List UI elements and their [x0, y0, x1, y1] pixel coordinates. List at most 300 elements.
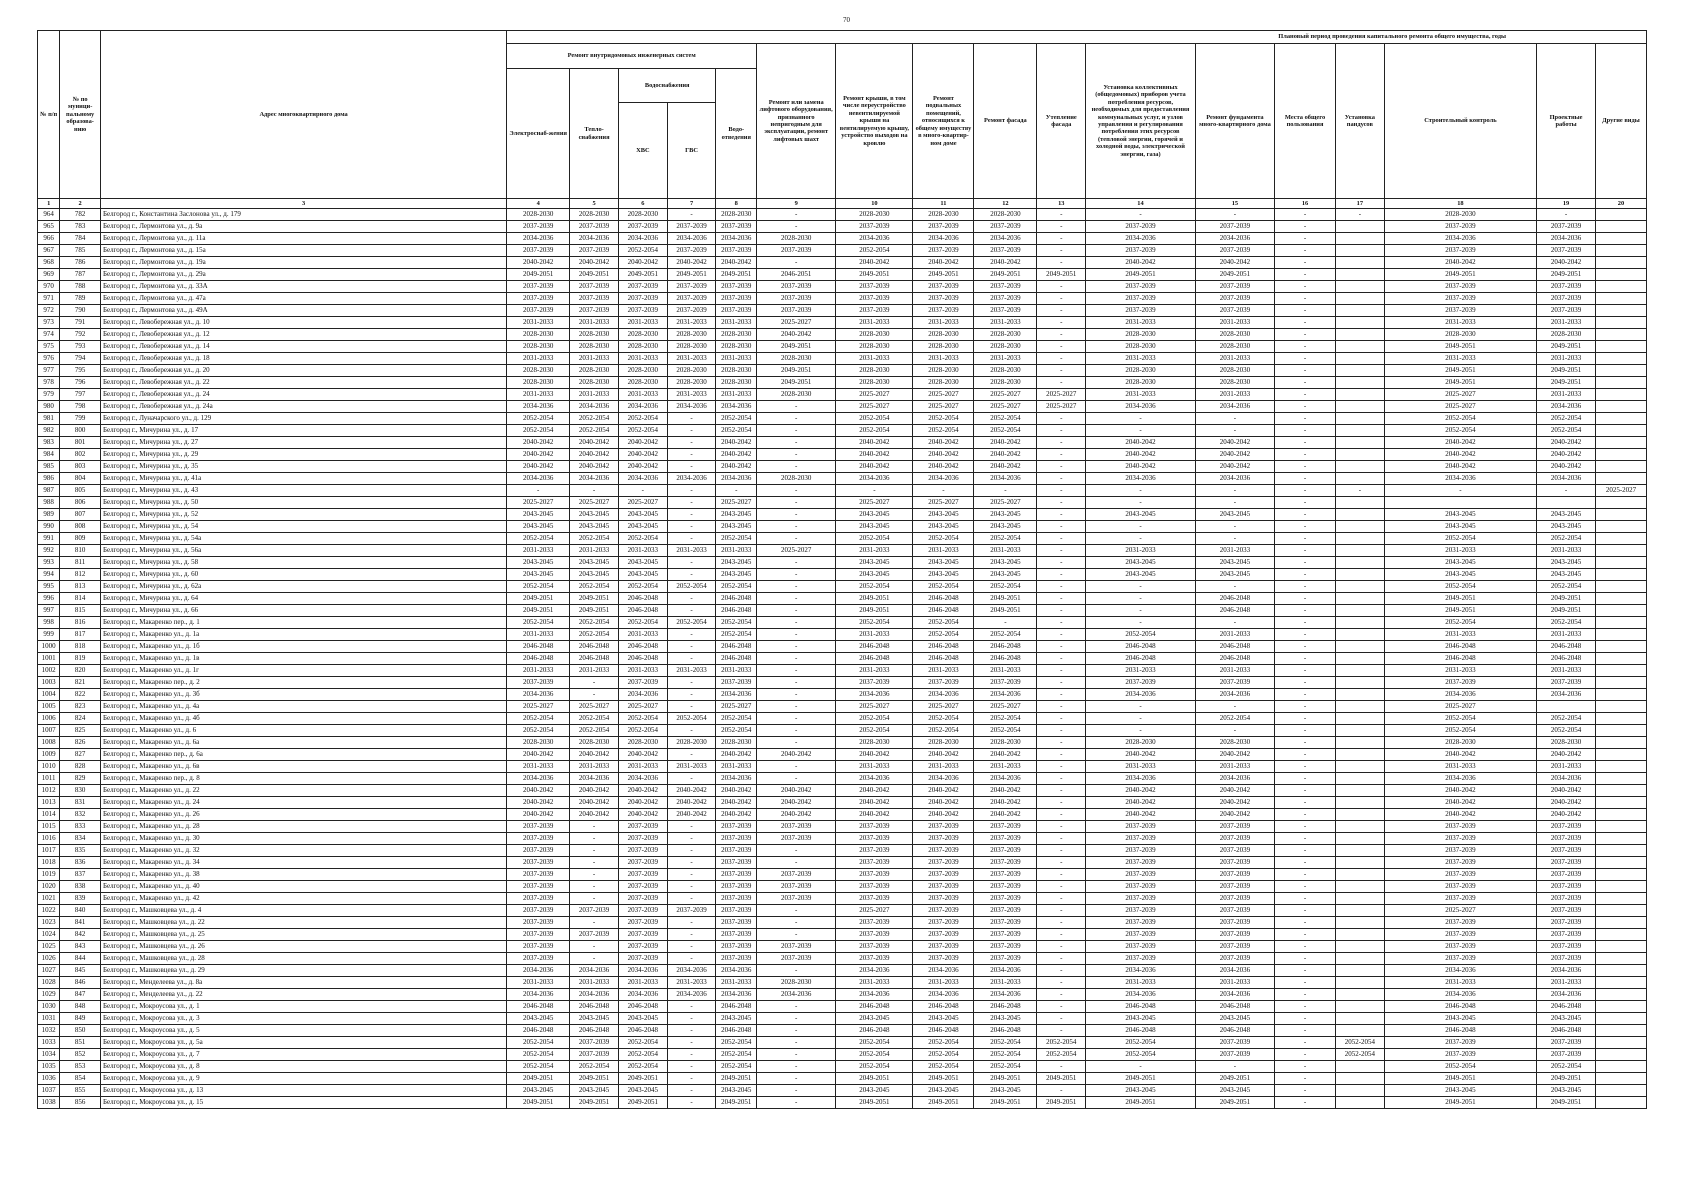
period-cell: 2031-2033: [1195, 761, 1274, 773]
period-cell: 2037-2039: [1195, 929, 1274, 941]
period-cell: [1335, 533, 1384, 545]
period-cell: 2046-2048: [570, 1025, 619, 1037]
period-cell: -: [757, 1073, 836, 1085]
period-cell: [1595, 509, 1646, 521]
period-cell: 2037-2039: [716, 833, 757, 845]
period-cell: 2037-2039: [716, 953, 757, 965]
period-cell: 2025-2027: [1037, 401, 1086, 413]
table-row: [38, 617, 1647, 629]
period-cell: 2037-2039: [1537, 941, 1596, 953]
period-cell: 2028-2030: [836, 341, 913, 353]
period-cell: 2037-2039: [1537, 929, 1596, 941]
table-row: [38, 593, 1647, 605]
period-cell: 2031-2033: [1195, 977, 1274, 989]
index-cell: 810: [60, 545, 101, 557]
period-cell: 2037-2039: [1195, 845, 1274, 857]
period-cell: -: [1037, 557, 1086, 569]
period-cell: 2040-2042: [1086, 461, 1196, 473]
index-cell: 796: [60, 377, 101, 389]
address-cell: Белгород г., Макаренко ул., д. 30: [100, 833, 506, 845]
period-cell: -: [667, 557, 716, 569]
period-cell: [1595, 413, 1646, 425]
period-cell: 2031-2033: [974, 665, 1037, 677]
period-cell: 2040-2042: [507, 785, 570, 797]
period-cell: 2037-2039: [757, 893, 836, 905]
period-cell: 2025-2027: [1384, 905, 1536, 917]
period-cell: 2028-2030: [913, 341, 974, 353]
period-cell: 2031-2033: [618, 629, 667, 641]
period-cell: 2046-2048: [913, 1001, 974, 1013]
period-cell: [1335, 341, 1384, 353]
period-cell: 2043-2045: [1384, 521, 1536, 533]
period-cell: 2037-2039: [716, 869, 757, 881]
period-cell: 2034-2036: [836, 989, 913, 1001]
period-cell: 2043-2045: [618, 509, 667, 521]
period-cell: 2037-2039: [836, 917, 913, 929]
index-cell: 975: [38, 341, 60, 353]
period-cell: 2052-2054: [836, 1061, 913, 1073]
address-cell: Белгород г., Мичурина ул., д. 60: [100, 569, 506, 581]
period-cell: -: [1037, 701, 1086, 713]
period-cell: 2037-2039: [1195, 821, 1274, 833]
period-cell: 2037-2039: [570, 293, 619, 305]
period-cell: 2028-2030: [1384, 737, 1536, 749]
period-cell: -: [1037, 425, 1086, 437]
period-cell: 2043-2045: [570, 569, 619, 581]
table-row: [38, 1061, 1647, 1073]
period-cell: 2031-2033: [836, 977, 913, 989]
header-basement: Ремонт подвальных помещений, относящихся к общему имуществу в много-квартир-ном доме: [913, 44, 974, 199]
period-cell: 2040-2042: [507, 809, 570, 821]
address-cell: Белгород г., Мичурина ул., д. 52: [100, 509, 506, 521]
period-cell: 2052-2054: [570, 425, 619, 437]
period-cell: 2052-2054: [1537, 425, 1596, 437]
period-cell: 2043-2045: [836, 557, 913, 569]
period-cell: -: [1275, 989, 1336, 1001]
period-cell: 2034-2036: [836, 773, 913, 785]
period-cell: 2037-2039: [1195, 869, 1274, 881]
period-cell: [1595, 881, 1646, 893]
period-cell: -: [1086, 701, 1196, 713]
index-cell: 1005: [38, 701, 60, 713]
period-cell: [1335, 917, 1384, 929]
period-cell: [1335, 797, 1384, 809]
period-cell: 2040-2042: [1195, 809, 1274, 821]
period-cell: 2052-2054: [836, 725, 913, 737]
period-cell: [1335, 641, 1384, 653]
period-cell: -: [1275, 1049, 1336, 1061]
index-cell: 970: [38, 281, 60, 293]
period-cell: 2043-2045: [1384, 1085, 1536, 1097]
period-cell: 2049-2051: [1037, 269, 1086, 281]
period-cell: 2037-2039: [1086, 845, 1196, 857]
period-cell: 2034-2036: [836, 689, 913, 701]
table-row: [38, 881, 1647, 893]
period-cell: 2037-2039: [618, 281, 667, 293]
period-cell: 2037-2039: [1384, 305, 1536, 317]
period-cell: [1595, 929, 1646, 941]
period-cell: -: [757, 413, 836, 425]
period-cell: 2052-2054: [570, 533, 619, 545]
period-cell: [1595, 449, 1646, 461]
period-cell: 2052-2054: [570, 581, 619, 593]
period-cell: 2052-2054: [1037, 1049, 1086, 1061]
period-cell: 2052-2054: [1384, 725, 1536, 737]
period-cell: 2034-2036: [618, 965, 667, 977]
period-cell: 2031-2033: [1537, 665, 1596, 677]
period-cell: -: [1275, 389, 1336, 401]
column-number: 18: [1384, 199, 1536, 209]
period-cell: 2040-2042: [507, 257, 570, 269]
period-cell: 2037-2039: [757, 281, 836, 293]
period-cell: 2031-2033: [716, 665, 757, 677]
address-cell: Белгород г., Мокроусова ул., д. 15: [100, 1097, 506, 1109]
period-cell: 2046-2048: [716, 641, 757, 653]
period-cell: 2031-2033: [1195, 353, 1274, 365]
period-cell: -: [1037, 1085, 1086, 1097]
period-cell: 2031-2033: [570, 389, 619, 401]
index-cell: 978: [38, 377, 60, 389]
period-cell: [1335, 749, 1384, 761]
period-cell: -: [1037, 209, 1086, 221]
period-cell: -: [1037, 329, 1086, 341]
period-cell: [1335, 233, 1384, 245]
table-row: [38, 821, 1647, 833]
period-cell: 2037-2039: [1384, 221, 1536, 233]
period-cell: 2040-2042: [913, 257, 974, 269]
period-cell: 2046-2048: [716, 1001, 757, 1013]
period-cell: -: [667, 425, 716, 437]
period-cell: 2043-2045: [570, 1013, 619, 1025]
period-cell: [1335, 977, 1384, 989]
period-cell: -: [974, 485, 1037, 497]
header-construction-control: Строительный контроль: [1384, 44, 1536, 199]
period-cell: 2040-2042: [716, 749, 757, 761]
period-cell: 2046-2048: [716, 593, 757, 605]
period-cell: -: [757, 1025, 836, 1037]
period-cell: 2052-2054: [913, 1037, 974, 1049]
period-cell: 2037-2039: [1537, 1037, 1596, 1049]
period-cell: -: [1037, 809, 1086, 821]
period-cell: 2052-2054: [570, 725, 619, 737]
period-cell: 2028-2030: [1086, 329, 1196, 341]
index-cell: 821: [60, 677, 101, 689]
period-cell: -: [1384, 485, 1536, 497]
period-cell: 2049-2051: [974, 1097, 1037, 1109]
period-cell: -: [570, 677, 619, 689]
address-cell: Белгород г., Макаренко ул., д. 22: [100, 785, 506, 797]
period-cell: 2031-2033: [1537, 545, 1596, 557]
address-cell: Белгород г., Лермонтова ул., д. 47а: [100, 293, 506, 305]
index-cell: 786: [60, 257, 101, 269]
period-cell: 2028-2030: [836, 377, 913, 389]
period-cell: 2034-2036: [836, 473, 913, 485]
period-cell: 2040-2042: [1384, 461, 1536, 473]
period-cell: 2031-2033: [507, 629, 570, 641]
period-cell: -: [1037, 893, 1086, 905]
period-cell: 2034-2036: [1384, 233, 1536, 245]
index-cell: 1017: [38, 845, 60, 857]
period-cell: 2052-2054: [1384, 413, 1536, 425]
period-cell: 2034-2036: [974, 233, 1037, 245]
period-cell: 2034-2036: [667, 401, 716, 413]
address-cell: Белгород г., Мокроусова ул., д. 3: [100, 1013, 506, 1025]
period-cell: [1335, 1073, 1384, 1085]
period-cell: -: [1037, 905, 1086, 917]
period-cell: [1537, 497, 1596, 509]
period-cell: -: [716, 485, 757, 497]
period-cell: 2049-2051: [836, 593, 913, 605]
period-cell: 2037-2039: [667, 905, 716, 917]
period-cell: 2040-2042: [667, 797, 716, 809]
period-cell: -: [757, 629, 836, 641]
period-cell: 2037-2039: [716, 905, 757, 917]
index-cell: 806: [60, 497, 101, 509]
period-cell: 2037-2039: [507, 881, 570, 893]
period-cell: 2031-2033: [1384, 353, 1536, 365]
table-row: [38, 485, 1647, 497]
period-cell: [1335, 665, 1384, 677]
index-cell: 968: [38, 257, 60, 269]
period-cell: [1595, 617, 1646, 629]
index-cell: 844: [60, 953, 101, 965]
period-cell: 2052-2054: [1384, 713, 1536, 725]
period-cell: 2025-2027: [913, 389, 974, 401]
period-cell: [1335, 353, 1384, 365]
period-cell: 2025-2027: [1037, 389, 1086, 401]
header-sewerage: Водо-отведения: [716, 69, 757, 199]
column-number: 15: [1195, 199, 1274, 209]
period-cell: 2046-2048: [1195, 653, 1274, 665]
period-cell: 2040-2042: [667, 257, 716, 269]
period-cell: 2040-2042: [1537, 257, 1596, 269]
period-cell: 2037-2039: [1537, 905, 1596, 917]
address-cell: Белгород г., Макаренко пер., д. 1: [100, 617, 506, 629]
period-cell: 2052-2054: [974, 533, 1037, 545]
period-cell: 2031-2033: [913, 761, 974, 773]
header-water-supply: Водоснабжения: [618, 69, 716, 103]
period-cell: 2052-2054: [836, 581, 913, 593]
period-cell: [1595, 785, 1646, 797]
period-cell: -: [1037, 365, 1086, 377]
period-cell: -: [1275, 1025, 1336, 1037]
period-cell: 2040-2042: [836, 461, 913, 473]
period-cell: -: [1275, 845, 1336, 857]
period-cell: 2037-2039: [570, 1049, 619, 1061]
column-number-row: [38, 199, 1647, 209]
period-cell: 2037-2039: [1537, 953, 1596, 965]
table-row: [38, 257, 1647, 269]
period-cell: 2034-2036: [716, 965, 757, 977]
period-cell: 2037-2039: [618, 929, 667, 941]
table-row: [38, 557, 1647, 569]
period-cell: 2043-2045: [974, 569, 1037, 581]
period-cell: 2049-2051: [507, 593, 570, 605]
index-cell: 1030: [38, 1001, 60, 1013]
period-cell: 2037-2039: [570, 905, 619, 917]
period-cell: 2028-2030: [667, 377, 716, 389]
period-cell: 2037-2039: [1537, 917, 1596, 929]
header-roof: Ремонт крыши, в том числе переустройство невентилируемой крыши на вентилируемую крышу, устройство выходов на кровлю: [836, 44, 913, 199]
period-cell: 2037-2039: [716, 917, 757, 929]
address-cell: Белгород г., Макаренко пер., д. 6а: [100, 749, 506, 761]
period-cell: 2037-2039: [1384, 833, 1536, 845]
table-row: [38, 1001, 1647, 1013]
header-ramps: Установка пандусов: [1335, 44, 1384, 199]
period-cell: 2046-2048: [913, 593, 974, 605]
period-cell: 2037-2039: [1537, 293, 1596, 305]
period-cell: -: [667, 1037, 716, 1049]
period-cell: -: [1037, 233, 1086, 245]
index-cell: 1018: [38, 857, 60, 869]
period-cell: -: [618, 485, 667, 497]
period-cell: -: [1275, 869, 1336, 881]
period-cell: 2049-2051: [570, 593, 619, 605]
period-cell: 2034-2036: [716, 233, 757, 245]
period-cell: -: [1037, 689, 1086, 701]
address-cell: Белгород г., Макаренко пер., д. 8: [100, 773, 506, 785]
period-cell: -: [1086, 485, 1196, 497]
period-cell: -: [1086, 533, 1196, 545]
period-cell: 2034-2036: [913, 233, 974, 245]
period-cell: -: [1195, 521, 1274, 533]
period-cell: -: [1037, 653, 1086, 665]
address-cell: Белгород г., Мокроусова ул., д. 5а: [100, 1037, 506, 1049]
index-cell: 1016: [38, 833, 60, 845]
table-row: [38, 965, 1647, 977]
period-cell: 2040-2042: [1384, 257, 1536, 269]
table-row: [38, 869, 1647, 881]
period-cell: 2034-2036: [836, 233, 913, 245]
period-cell: 2037-2039: [570, 305, 619, 317]
period-cell: 2028-2030: [836, 329, 913, 341]
period-cell: -: [757, 725, 836, 737]
period-cell: 2049-2051: [1384, 341, 1536, 353]
repair-schedule-table: [37, 30, 1647, 1109]
table-row: [38, 689, 1647, 701]
period-cell: 2031-2033: [1537, 977, 1596, 989]
period-cell: -: [1037, 293, 1086, 305]
period-cell: 2028-2030: [836, 365, 913, 377]
period-cell: -: [667, 941, 716, 953]
period-cell: 2037-2039: [618, 881, 667, 893]
period-cell: 2025-2027: [570, 701, 619, 713]
period-cell: -: [1275, 1037, 1336, 1049]
period-cell: -: [1275, 653, 1336, 665]
period-cell: 2028-2030: [1384, 209, 1536, 221]
period-cell: -: [667, 1013, 716, 1025]
period-cell: 2037-2039: [1086, 869, 1196, 881]
period-cell: -: [667, 893, 716, 905]
table-row: [38, 1013, 1647, 1025]
period-cell: -: [1275, 581, 1336, 593]
index-cell: 1003: [38, 677, 60, 689]
period-cell: 2037-2039: [836, 953, 913, 965]
period-cell: 2034-2036: [1195, 989, 1274, 1001]
period-cell: 2037-2039: [1537, 677, 1596, 689]
period-cell: 2037-2039: [913, 917, 974, 929]
address-cell: Белгород г., Мичурина ул., д. 54а: [100, 533, 506, 545]
period-cell: 2052-2054: [913, 425, 974, 437]
period-cell: [1335, 653, 1384, 665]
period-cell: 2043-2045: [974, 1013, 1037, 1025]
period-cell: 2037-2039: [1384, 929, 1536, 941]
period-cell: 2037-2039: [618, 953, 667, 965]
period-cell: 2031-2033: [1537, 353, 1596, 365]
period-cell: -: [1037, 497, 1086, 509]
period-cell: 2040-2042: [836, 797, 913, 809]
period-cell: 2037-2039: [757, 305, 836, 317]
period-cell: 2040-2042: [1384, 785, 1536, 797]
index-cell: 827: [60, 749, 101, 761]
index-cell: 1028: [38, 977, 60, 989]
period-cell: 2052-2054: [974, 1061, 1037, 1073]
period-cell: 2031-2033: [913, 317, 974, 329]
period-cell: 2043-2045: [716, 557, 757, 569]
period-cell: -: [1037, 581, 1086, 593]
address-cell: Белгород г., Мичурина ул., д. 27: [100, 437, 506, 449]
period-cell: -: [1275, 317, 1336, 329]
period-cell: 2037-2039: [913, 677, 974, 689]
period-cell: -: [1275, 629, 1336, 641]
index-cell: 990: [38, 521, 60, 533]
period-cell: 2037-2039: [913, 221, 974, 233]
index-cell: 787: [60, 269, 101, 281]
column-number: 10: [836, 199, 913, 209]
period-cell: 2037-2039: [618, 305, 667, 317]
period-cell: [1335, 809, 1384, 821]
period-cell: [1335, 929, 1384, 941]
period-cell: 2028-2030: [1086, 737, 1196, 749]
period-cell: 2034-2036: [1086, 473, 1196, 485]
period-cell: -: [1275, 497, 1336, 509]
period-cell: 2046-2048: [1195, 1025, 1274, 1037]
index-cell: 828: [60, 761, 101, 773]
address-cell: Белгород г., Менделеева ул., д. 22: [100, 989, 506, 1001]
table-row: [38, 977, 1647, 989]
period-cell: 2031-2033: [716, 977, 757, 989]
period-cell: 2034-2036: [1086, 965, 1196, 977]
period-cell: 2040-2042: [1086, 257, 1196, 269]
period-cell: 2043-2045: [974, 1085, 1037, 1097]
table-row: [38, 245, 1647, 257]
period-cell: 2052-2054: [974, 1049, 1037, 1061]
period-cell: 2049-2051: [1195, 1097, 1274, 1109]
period-cell: -: [1037, 461, 1086, 473]
period-cell: -: [1195, 1061, 1274, 1073]
period-cell: [1595, 1061, 1646, 1073]
table-row: [38, 437, 1647, 449]
period-cell: [1335, 629, 1384, 641]
period-cell: 2028-2030: [757, 473, 836, 485]
period-cell: 2037-2039: [507, 305, 570, 317]
period-cell: -: [1037, 593, 1086, 605]
period-cell: [1335, 785, 1384, 797]
address-cell: Белгород г., Мокроусова ул., д. 1: [100, 1001, 506, 1013]
period-cell: [1335, 689, 1384, 701]
period-cell: -: [757, 653, 836, 665]
period-cell: 2046-2048: [913, 605, 974, 617]
period-cell: 2034-2036: [974, 473, 1037, 485]
period-cell: -: [1275, 473, 1336, 485]
period-cell: -: [1275, 677, 1336, 689]
column-number: 5: [570, 199, 619, 209]
period-cell: 2052-2054: [1537, 1061, 1596, 1073]
period-cell: [1335, 881, 1384, 893]
period-cell: 2037-2039: [1086, 881, 1196, 893]
period-cell: 2049-2051: [757, 365, 836, 377]
address-cell: Белгород г., Макаренко ул., д. 6а: [100, 737, 506, 749]
